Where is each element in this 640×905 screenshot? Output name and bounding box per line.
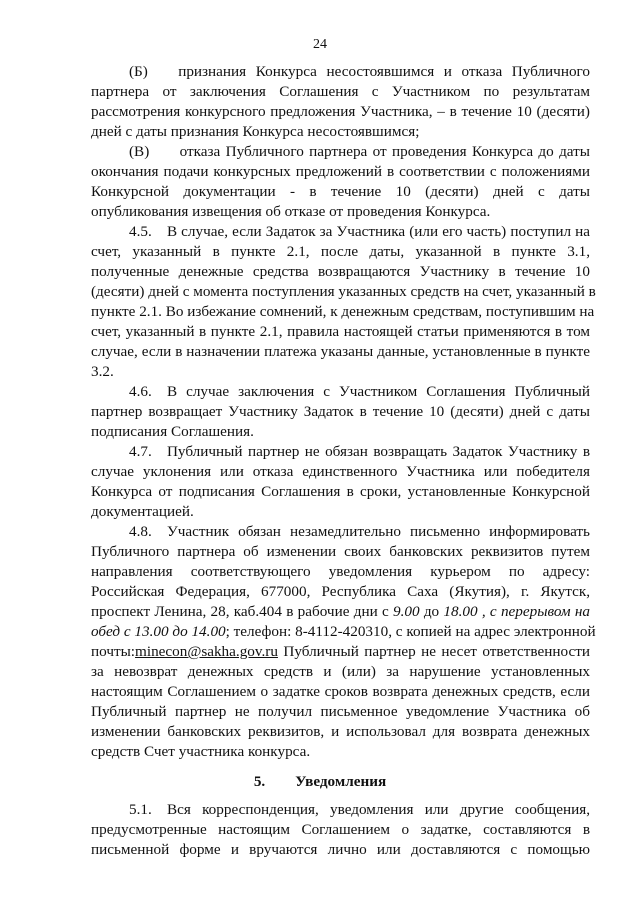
text-line: 5.1. Вся корреспонденция, уведомления или другие сообщения, xyxy=(129,801,590,818)
text-line: 3.2. xyxy=(91,363,114,380)
text-line: направления соответствующего уведомления курьером по адресу: xyxy=(91,563,590,580)
text-segment: Публичный партнер не несет ответственности xyxy=(277,643,590,660)
text-line xyxy=(91,602,590,622)
text-line: случае уклонения или отказа единственного Участника или победителя xyxy=(91,463,590,480)
text-line: окончания подачи конкурсных предложений в соответствии с положениями xyxy=(91,163,590,180)
text-line: опубликования извещения об отказе от проведения Конкурса. xyxy=(91,203,491,220)
email-link[interactable]: minecon@sakha.gov.ru xyxy=(135,643,278,660)
text-line: счет, указанный в пункте 2.1, после даты, указанной в пункте 3.1, xyxy=(91,243,590,260)
italic-time: 9.00 xyxy=(392,603,420,620)
section-title: Уведомления xyxy=(295,773,387,790)
text-line: партнера от заключения Соглашения с Участником по результатам xyxy=(91,83,590,100)
text-line: (десяти) дней с момента поступления указанных средств на счет, указанный в xyxy=(91,283,596,300)
text-line: 4.6. В случае заключения с Участником Соглашения Публичный xyxy=(129,383,590,400)
text-line: настоящим Соглашением о задатке сроков возврата денежных средств, если xyxy=(91,683,590,700)
text-line: Публичный партнер не получил письменное уведомление Участника об xyxy=(91,703,590,720)
text-line: Конкурсной документации - в течение 10 (десяти) дней с даты xyxy=(91,183,590,200)
text-line: (Б) признания Конкурса несостоявшимся и отказа Публичного xyxy=(129,63,590,80)
text-line: документацией. xyxy=(91,503,194,520)
section-number: 5. xyxy=(253,773,266,790)
text-segment: ; телефон: 8-4112-420310, с копией на адрес электронной xyxy=(225,623,596,640)
text-line: 4.7. Публичный партнер не обязан возвращать Задаток Участнику в xyxy=(129,443,590,460)
text-line: Конкурса от подписания Соглашения в сроки, установленные Конкурсной xyxy=(91,483,590,500)
page-number: 24 xyxy=(313,37,327,52)
text-segment: проспект Ленина, 28, каб.404 в рабочие дни с xyxy=(91,603,393,620)
text-line: пункте 2.1. Во избежание сомнений, к денежным средствам, поступившим на xyxy=(91,303,595,320)
text-segment: почты: xyxy=(91,643,136,660)
text-line: Российская Федерация, 677000, Республика Саха (Якутия), г. Якутск, xyxy=(91,583,590,600)
text-segment: до xyxy=(419,603,444,620)
text-line: подписания Соглашения. xyxy=(91,423,254,440)
text-line: случае, если в назначении платежа указаны данные, установленные в пункте xyxy=(91,343,590,360)
text-line xyxy=(91,642,590,662)
text-line xyxy=(91,622,596,642)
text-line: дней с даты признания Конкурса несостоявшимся; xyxy=(91,123,420,140)
text-line: за невозврат денежных средств и (или) за нарушение установленных xyxy=(91,663,590,680)
text-line: партнер возвращает Участнику Задаток в течение 10 (десяти) дней с даты xyxy=(91,403,590,420)
text-line: полученные денежные средства возвращаются Участнику в течение 10 xyxy=(91,263,590,280)
text-line: (В) отказа Публичного партнера от проведения Конкурса до даты xyxy=(129,143,590,160)
text-line: 4.5. В случае, если Задаток за Участника (или его часть) поступил на xyxy=(129,223,590,240)
text-line: письменной форме и вручаются лично или доставляются с помощью xyxy=(91,841,590,858)
italic-break-time: обед с 13.00 до 14.00 xyxy=(91,623,226,640)
text-line: изменении банковских реквизитов, и использовал для возврата денежных xyxy=(91,723,590,740)
text-line: счет, указанный в пункте 2.1, правила настоящей статьи применяются в том xyxy=(91,323,590,340)
text-line: предусмотренные настоящим Соглашением о задатке, составляются в xyxy=(91,821,590,838)
text-line: рассмотрения конкурсного предложения Участника, – в течение 10 (десяти) xyxy=(91,103,590,120)
text-line: средств Счет участника конкурса. xyxy=(91,743,311,760)
text-line: 4.8. Участник обязан незамедлительно письменно информировать xyxy=(129,523,590,540)
section-heading xyxy=(0,772,640,792)
italic-time: 18.00 , с перерывом на xyxy=(443,603,590,620)
text-line: Публичного партнера об изменении своих банковских реквизитов путем xyxy=(91,543,590,560)
